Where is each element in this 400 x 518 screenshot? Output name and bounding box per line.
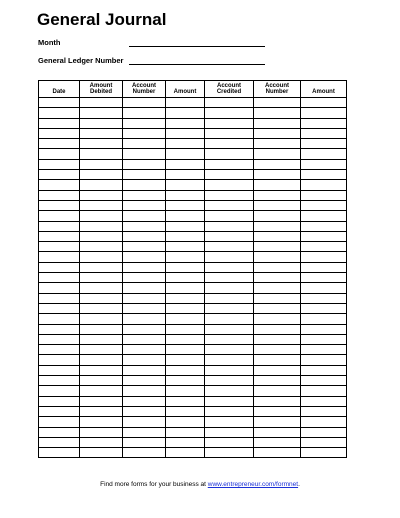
column-header-amount-debited: Amount Debited xyxy=(80,81,123,98)
table-cell[interactable] xyxy=(301,448,347,458)
table-cell[interactable] xyxy=(80,128,123,138)
table-cell[interactable] xyxy=(123,283,166,293)
table-cell[interactable] xyxy=(39,231,80,241)
table-cell[interactable] xyxy=(254,355,301,365)
table-cell[interactable] xyxy=(123,139,166,149)
table-cell[interactable] xyxy=(301,437,347,447)
table-cell[interactable] xyxy=(254,159,301,169)
page-title: General Journal xyxy=(37,10,167,29)
table-cell[interactable] xyxy=(166,334,205,344)
table-cell[interactable] xyxy=(166,242,205,252)
table-cell[interactable] xyxy=(205,376,254,386)
table-row xyxy=(39,437,347,447)
footer-text: Find more forms for your business at xyxy=(100,481,208,488)
table-cell[interactable] xyxy=(166,190,205,200)
table-cell[interactable] xyxy=(39,170,80,180)
table-cell[interactable] xyxy=(123,376,166,386)
table-cell[interactable] xyxy=(123,417,166,427)
table-cell[interactable] xyxy=(80,221,123,231)
table-cell[interactable] xyxy=(166,180,205,190)
table-cell[interactable] xyxy=(254,437,301,447)
table-cell[interactable] xyxy=(205,334,254,344)
table-cell[interactable] xyxy=(205,365,254,375)
table-cell[interactable] xyxy=(123,128,166,138)
table-row xyxy=(39,149,347,159)
table-cell[interactable] xyxy=(123,98,166,108)
table-cell[interactable] xyxy=(166,262,205,272)
table-cell[interactable] xyxy=(205,448,254,458)
table-cell[interactable] xyxy=(301,149,347,159)
table-cell[interactable] xyxy=(39,324,80,334)
table-cell[interactable] xyxy=(80,139,123,149)
table-cell[interactable] xyxy=(166,324,205,334)
table-cell[interactable] xyxy=(123,118,166,128)
table-cell[interactable] xyxy=(205,417,254,427)
table-cell[interactable] xyxy=(123,334,166,344)
table-cell[interactable] xyxy=(80,180,123,190)
table-cell[interactable] xyxy=(301,128,347,138)
table-cell[interactable] xyxy=(39,200,80,210)
table-cell[interactable] xyxy=(301,118,347,128)
table-row xyxy=(39,211,347,221)
table-cell[interactable] xyxy=(205,324,254,334)
table-cell[interactable] xyxy=(301,283,347,293)
table-cell[interactable] xyxy=(205,170,254,180)
table-cell[interactable] xyxy=(80,170,123,180)
table-cell[interactable] xyxy=(254,180,301,190)
table-cell[interactable] xyxy=(301,406,347,416)
table-cell[interactable] xyxy=(166,231,205,241)
table-cell[interactable] xyxy=(39,386,80,396)
table-row xyxy=(39,139,347,149)
table-cell[interactable] xyxy=(123,159,166,169)
footer-link[interactable]: www.entrepreneur.com/formnet xyxy=(207,481,299,488)
table-cell[interactable] xyxy=(39,221,80,231)
table-row xyxy=(39,365,347,375)
month-label: Month xyxy=(38,38,61,47)
table-cell[interactable] xyxy=(39,273,80,283)
table-cell[interactable] xyxy=(123,242,166,252)
table-row xyxy=(39,406,347,416)
table-cell[interactable] xyxy=(254,211,301,221)
table-cell[interactable] xyxy=(254,98,301,108)
general-ledger-number-label: General Ledger Number xyxy=(38,56,124,65)
table-row xyxy=(39,386,347,396)
table-cell[interactable] xyxy=(301,252,347,262)
table-cell[interactable] xyxy=(166,128,205,138)
table-row xyxy=(39,314,347,324)
table-cell[interactable] xyxy=(254,417,301,427)
table-cell[interactable] xyxy=(123,448,166,458)
table-cell[interactable] xyxy=(254,231,301,241)
table-cell[interactable] xyxy=(301,211,347,221)
table-cell[interactable] xyxy=(39,283,80,293)
table-cell[interactable] xyxy=(123,221,166,231)
table-cell[interactable] xyxy=(301,303,347,313)
table-cell[interactable] xyxy=(166,448,205,458)
table-cell[interactable] xyxy=(205,159,254,169)
table-cell[interactable] xyxy=(301,376,347,386)
table-cell[interactable] xyxy=(254,427,301,437)
table-cell[interactable] xyxy=(301,417,347,427)
table-row xyxy=(39,221,347,231)
table-cell[interactable] xyxy=(254,324,301,334)
table-cell[interactable] xyxy=(123,437,166,447)
table-cell[interactable] xyxy=(80,314,123,324)
table-header-row xyxy=(39,81,347,98)
table-row xyxy=(39,396,347,406)
table-cell[interactable] xyxy=(123,355,166,365)
table-cell[interactable] xyxy=(39,376,80,386)
table-cell[interactable] xyxy=(301,190,347,200)
table-cell[interactable] xyxy=(166,98,205,108)
table-row xyxy=(39,273,347,283)
table-cell[interactable] xyxy=(205,406,254,416)
table-cell[interactable] xyxy=(166,118,205,128)
table-cell[interactable] xyxy=(123,231,166,241)
table-cell[interactable] xyxy=(254,345,301,355)
table-cell[interactable] xyxy=(80,242,123,252)
table-cell[interactable] xyxy=(205,355,254,365)
table-cell[interactable] xyxy=(205,345,254,355)
table-cell[interactable] xyxy=(205,314,254,324)
footer xyxy=(0,481,400,489)
table-cell[interactable] xyxy=(205,118,254,128)
table-cell[interactable] xyxy=(166,376,205,386)
table-cell[interactable] xyxy=(80,262,123,272)
table-cell[interactable] xyxy=(80,190,123,200)
table-row xyxy=(39,417,347,427)
table-cell[interactable] xyxy=(80,427,123,437)
table-cell[interactable] xyxy=(301,170,347,180)
table-cell[interactable] xyxy=(80,386,123,396)
table-row xyxy=(39,231,347,241)
table-cell[interactable] xyxy=(80,283,123,293)
table-cell[interactable] xyxy=(123,427,166,437)
table-cell[interactable] xyxy=(166,427,205,437)
table-cell[interactable] xyxy=(39,98,80,108)
table-cell[interactable] xyxy=(39,190,80,200)
table-cell[interactable] xyxy=(80,252,123,262)
table-cell[interactable] xyxy=(80,118,123,128)
table-cell[interactable] xyxy=(80,437,123,447)
table-cell[interactable] xyxy=(39,355,80,365)
table-cell[interactable] xyxy=(39,180,80,190)
table-cell[interactable] xyxy=(166,293,205,303)
table-cell[interactable] xyxy=(301,345,347,355)
table-cell[interactable] xyxy=(166,108,205,118)
table-cell[interactable] xyxy=(39,293,80,303)
table-cell[interactable] xyxy=(80,293,123,303)
table-cell[interactable] xyxy=(80,324,123,334)
month-input-line[interactable] xyxy=(129,46,265,47)
table-cell[interactable] xyxy=(39,406,80,416)
column-header-date: Date xyxy=(39,81,80,98)
table-row xyxy=(39,159,347,169)
table-cell[interactable] xyxy=(205,293,254,303)
table-cell[interactable] xyxy=(80,334,123,344)
table-cell[interactable] xyxy=(205,190,254,200)
table-cell[interactable] xyxy=(39,396,80,406)
table-cell[interactable] xyxy=(254,200,301,210)
table-cell[interactable] xyxy=(123,170,166,180)
table-cell[interactable] xyxy=(123,180,166,190)
table-cell[interactable] xyxy=(39,345,80,355)
table-cell[interactable] xyxy=(301,396,347,406)
table-cell[interactable] xyxy=(205,386,254,396)
table-cell[interactable] xyxy=(166,283,205,293)
column-header-account-number-credit: Account Number xyxy=(254,81,301,98)
table-cell[interactable] xyxy=(166,417,205,427)
table-cell[interactable] xyxy=(166,221,205,231)
table-cell[interactable] xyxy=(205,231,254,241)
table-cell[interactable] xyxy=(254,406,301,416)
table-cell[interactable] xyxy=(301,334,347,344)
table-row xyxy=(39,242,347,252)
table-cell[interactable] xyxy=(80,149,123,159)
column-header-account-number-debit: Account Number xyxy=(123,81,166,98)
table-cell[interactable] xyxy=(301,159,347,169)
table-cell[interactable] xyxy=(39,334,80,344)
table-cell[interactable] xyxy=(254,303,301,313)
table-cell[interactable] xyxy=(205,427,254,437)
table-row xyxy=(39,283,347,293)
table-cell[interactable] xyxy=(123,273,166,283)
table-cell[interactable] xyxy=(80,98,123,108)
column-header-account-credited: Account Credited xyxy=(205,81,254,98)
table-cell[interactable] xyxy=(39,437,80,447)
table-cell[interactable] xyxy=(205,283,254,293)
table-cell[interactable] xyxy=(39,128,80,138)
table-row xyxy=(39,448,347,458)
table-cell[interactable] xyxy=(123,314,166,324)
table-cell[interactable] xyxy=(301,221,347,231)
table-cell[interactable] xyxy=(123,252,166,262)
table-cell[interactable] xyxy=(254,448,301,458)
table-cell[interactable] xyxy=(39,159,80,169)
table-cell[interactable] xyxy=(205,98,254,108)
table-cell[interactable] xyxy=(80,231,123,241)
table-cell[interactable] xyxy=(39,303,80,313)
table-row xyxy=(39,200,347,210)
table-cell[interactable] xyxy=(166,303,205,313)
table-cell[interactable] xyxy=(80,159,123,169)
table-cell[interactable] xyxy=(80,355,123,365)
table-cell[interactable] xyxy=(39,365,80,375)
table-cell[interactable] xyxy=(39,252,80,262)
table-row xyxy=(39,334,347,344)
table-cell[interactable] xyxy=(123,293,166,303)
table-cell[interactable] xyxy=(205,211,254,221)
table-cell[interactable] xyxy=(301,200,347,210)
table-cell[interactable] xyxy=(123,386,166,396)
table-cell[interactable] xyxy=(301,262,347,272)
table-row xyxy=(39,252,347,262)
table-cell[interactable] xyxy=(301,427,347,437)
table-cell[interactable] xyxy=(39,427,80,437)
table-cell[interactable] xyxy=(301,139,347,149)
table-cell[interactable] xyxy=(166,252,205,262)
table-cell[interactable] xyxy=(123,200,166,210)
table-cell[interactable] xyxy=(205,242,254,252)
table-row xyxy=(39,345,347,355)
table-row xyxy=(39,324,347,334)
table-cell[interactable] xyxy=(254,396,301,406)
table-row xyxy=(39,262,347,272)
table-cell[interactable] xyxy=(205,303,254,313)
table-cell[interactable] xyxy=(80,448,123,458)
table-row xyxy=(39,427,347,437)
table-cell[interactable] xyxy=(254,334,301,344)
column-header-amount-debit: Amount xyxy=(166,81,205,98)
table-cell[interactable] xyxy=(39,242,80,252)
table-cell[interactable] xyxy=(254,221,301,231)
table-cell[interactable] xyxy=(301,98,347,108)
table-row xyxy=(39,118,347,128)
table-cell[interactable] xyxy=(166,396,205,406)
table-cell[interactable] xyxy=(80,108,123,118)
table-cell[interactable] xyxy=(205,437,254,447)
table-cell[interactable] xyxy=(301,180,347,190)
table-cell[interactable] xyxy=(166,200,205,210)
table-cell[interactable] xyxy=(301,355,347,365)
table-cell[interactable] xyxy=(166,365,205,375)
general-ledger-number-input-line[interactable] xyxy=(129,64,265,65)
table-cell[interactable] xyxy=(39,417,80,427)
table-row xyxy=(39,303,347,313)
table-cell[interactable] xyxy=(166,139,205,149)
table-cell[interactable] xyxy=(301,365,347,375)
table-cell[interactable] xyxy=(80,396,123,406)
table-cell[interactable] xyxy=(123,190,166,200)
table-cell[interactable] xyxy=(80,365,123,375)
table-cell[interactable] xyxy=(301,273,347,283)
table-cell[interactable] xyxy=(205,200,254,210)
table-cell[interactable] xyxy=(123,345,166,355)
table-cell[interactable] xyxy=(254,314,301,324)
table-cell[interactable] xyxy=(205,221,254,231)
table-row xyxy=(39,170,347,180)
table-cell[interactable] xyxy=(123,396,166,406)
table-cell[interactable] xyxy=(301,293,347,303)
table-cell[interactable] xyxy=(166,355,205,365)
journal-table-body xyxy=(39,98,347,458)
table-cell[interactable] xyxy=(39,139,80,149)
table-cell[interactable] xyxy=(254,293,301,303)
table-cell[interactable] xyxy=(254,252,301,262)
table-cell[interactable] xyxy=(205,273,254,283)
table-cell[interactable] xyxy=(166,345,205,355)
table-cell[interactable] xyxy=(166,406,205,416)
table-cell[interactable] xyxy=(254,283,301,293)
table-cell[interactable] xyxy=(123,365,166,375)
table-cell[interactable] xyxy=(80,417,123,427)
table-cell[interactable] xyxy=(39,262,80,272)
table-cell[interactable] xyxy=(166,273,205,283)
table-cell[interactable] xyxy=(166,159,205,169)
table-cell[interactable] xyxy=(254,262,301,272)
table-cell[interactable] xyxy=(205,149,254,159)
table-cell[interactable] xyxy=(301,386,347,396)
table-cell[interactable] xyxy=(301,108,347,118)
table-cell[interactable] xyxy=(39,211,80,221)
table-cell[interactable] xyxy=(254,376,301,386)
table-cell[interactable] xyxy=(80,273,123,283)
table-cell[interactable] xyxy=(254,273,301,283)
table-cell[interactable] xyxy=(205,128,254,138)
table-cell[interactable] xyxy=(123,149,166,159)
table-cell[interactable] xyxy=(254,118,301,128)
table-cell[interactable] xyxy=(80,211,123,221)
table-cell[interactable] xyxy=(254,365,301,375)
table-cell[interactable] xyxy=(254,139,301,149)
journal-table xyxy=(38,80,347,458)
table-cell[interactable] xyxy=(205,396,254,406)
table-cell[interactable] xyxy=(205,180,254,190)
table-row xyxy=(39,190,347,200)
table-cell[interactable] xyxy=(80,303,123,313)
table-row xyxy=(39,108,347,118)
table-cell[interactable] xyxy=(123,262,166,272)
table-cell[interactable] xyxy=(39,108,80,118)
table-row xyxy=(39,98,347,108)
table-cell[interactable] xyxy=(166,437,205,447)
table-cell[interactable] xyxy=(254,128,301,138)
table-cell[interactable] xyxy=(166,211,205,221)
table-cell[interactable] xyxy=(166,170,205,180)
table-cell[interactable] xyxy=(205,139,254,149)
table-cell[interactable] xyxy=(254,149,301,159)
table-cell[interactable] xyxy=(254,386,301,396)
table-cell[interactable] xyxy=(301,231,347,241)
table-cell[interactable] xyxy=(80,376,123,386)
table-cell[interactable] xyxy=(123,324,166,334)
footer-suffix: . xyxy=(298,481,300,488)
table-cell[interactable] xyxy=(123,406,166,416)
table-cell[interactable] xyxy=(301,324,347,334)
table-cell[interactable] xyxy=(80,345,123,355)
table-cell[interactable] xyxy=(80,200,123,210)
table-cell[interactable] xyxy=(301,314,347,324)
table-cell[interactable] xyxy=(80,406,123,416)
table-cell[interactable] xyxy=(39,149,80,159)
table-cell[interactable] xyxy=(205,252,254,262)
table-cell[interactable] xyxy=(123,108,166,118)
table-row xyxy=(39,128,347,138)
table-row xyxy=(39,293,347,303)
table-cell[interactable] xyxy=(123,211,166,221)
table-cell[interactable] xyxy=(254,242,301,252)
table-cell[interactable] xyxy=(39,314,80,324)
table-cell[interactable] xyxy=(205,262,254,272)
table-cell[interactable] xyxy=(39,118,80,128)
table-cell[interactable] xyxy=(166,386,205,396)
table-cell[interactable] xyxy=(166,149,205,159)
column-header-amount-credit: Amount xyxy=(301,81,347,98)
table-cell[interactable] xyxy=(301,242,347,252)
table-row xyxy=(39,355,347,365)
table-cell[interactable] xyxy=(39,448,80,458)
table-cell[interactable] xyxy=(254,190,301,200)
table-cell[interactable] xyxy=(205,108,254,118)
table-cell[interactable] xyxy=(254,170,301,180)
table-cell[interactable] xyxy=(166,314,205,324)
table-row xyxy=(39,180,347,190)
table-row xyxy=(39,376,347,386)
table-cell[interactable] xyxy=(254,108,301,118)
table-cell[interactable] xyxy=(123,303,166,313)
